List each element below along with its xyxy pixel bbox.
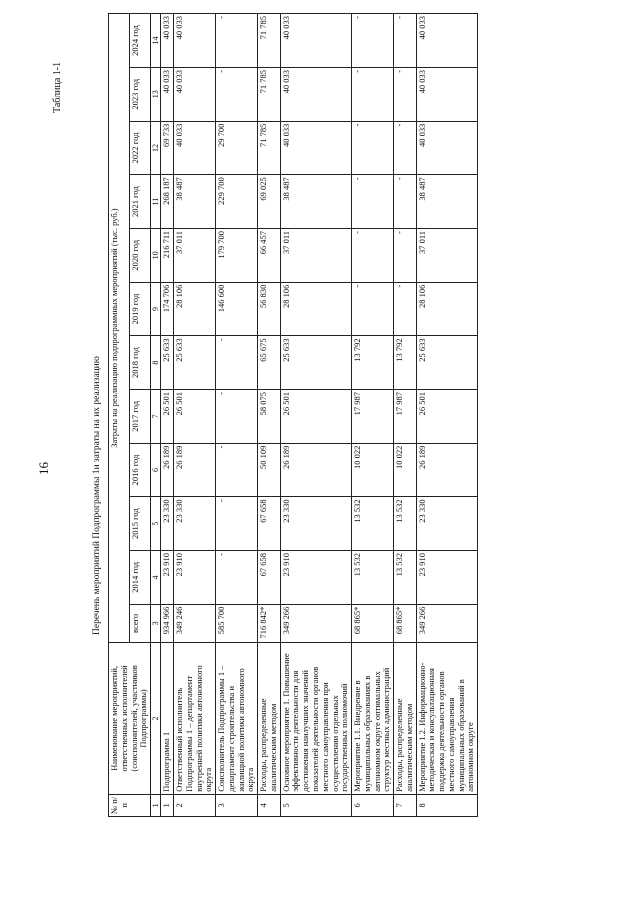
row-year-value: 25 633 (280, 336, 351, 390)
row-year-value: 56 830 (258, 282, 281, 336)
row-year-value: 26 501 (280, 389, 351, 443)
header-year: 2017 год (130, 389, 151, 443)
row-number: 5 (280, 794, 351, 816)
row-year-value: 13 532 (394, 497, 417, 551)
column-index-cell: 7 (151, 389, 161, 443)
row-year-value: 66 457 (258, 228, 281, 282)
row-year-value: 28 106 (174, 282, 216, 336)
row-year-value: - (352, 121, 394, 175)
column-index-cell: 13 (151, 67, 161, 121)
row-year-value: 26 501 (416, 389, 478, 443)
row-total: 934 966 (161, 604, 174, 642)
row-year-value: - (352, 67, 394, 121)
header-year: 2023 год (130, 67, 151, 121)
row-year-value: 40 033 (416, 121, 478, 175)
row-year-value: 37 011 (416, 228, 478, 282)
row-total: 716 842* (258, 604, 281, 642)
header-year: 2015 год (130, 497, 151, 551)
row-year-value: 67 658 (258, 497, 281, 551)
column-index-cell: 6 (151, 443, 161, 497)
header-name: Наименование мероприятий, ответственных исполнителей (соисполнителей, участников Подпрограммы) (109, 643, 151, 795)
row-year-value: - (216, 497, 258, 551)
row-year-value: - (352, 228, 394, 282)
row-total: 68 865* (394, 604, 417, 642)
header-year: 2022 год (130, 121, 151, 175)
row-year-value: 25 633 (416, 336, 478, 390)
row-year-value: 28 106 (416, 282, 478, 336)
row-year-value: 25 633 (174, 336, 216, 390)
row-year-value: 71 785 (258, 67, 281, 121)
row-year-value: 50 109 (258, 443, 281, 497)
column-index-cell: 12 (151, 121, 161, 175)
table-row (174, 14, 216, 817)
row-year-value: 40 033 (161, 67, 174, 121)
row-year-value: 40 033 (174, 67, 216, 121)
row-year-value: 37 011 (174, 228, 216, 282)
row-year-value: - (216, 67, 258, 121)
row-year-value: 26 189 (161, 443, 174, 497)
row-name: Расходы, распределенные аналитическим методом (394, 643, 417, 795)
column-index-cell: 10 (151, 228, 161, 282)
row-year-value: - (394, 228, 417, 282)
row-year-value: - (216, 443, 258, 497)
row-year-value: 40 033 (174, 121, 216, 175)
row-year-value: - (394, 121, 417, 175)
row-year-value: 26 501 (161, 389, 174, 443)
row-year-value: 40 033 (416, 67, 478, 121)
table-label: Таблица 1-1 (52, 61, 63, 113)
row-year-value: 40 033 (280, 14, 351, 68)
row-year-value: 29 700 (216, 121, 258, 175)
row-year-value: 13 792 (394, 336, 417, 390)
row-year-value: 146 600 (216, 282, 258, 336)
row-name: Подпрограмма 1 (161, 643, 174, 795)
row-year-value: - (394, 14, 417, 68)
row-year-value: - (216, 336, 258, 390)
column-index-cell: 9 (151, 282, 161, 336)
row-number: 4 (258, 794, 281, 816)
row-year-value: - (352, 14, 394, 68)
row-year-value: 17 987 (394, 389, 417, 443)
row-year-value: 26 501 (174, 389, 216, 443)
table-row (280, 14, 351, 817)
row-year-value: 23 330 (161, 497, 174, 551)
row-year-value: 23 910 (161, 551, 174, 605)
row-year-value: 23 910 (416, 551, 478, 605)
column-index-cell: 2 (151, 643, 161, 795)
row-year-value: 10 022 (352, 443, 394, 497)
row-year-value: 40 033 (280, 121, 351, 175)
row-name: Основное мероприятие 1. Повышение эффективности деятельности для достижения наилучших значений показателей деятельности органов местного самоуправления при осуществлении отдельных государственных полномочий (280, 643, 351, 795)
row-year-value: 17 987 (352, 389, 394, 443)
header-year: 2018 год (130, 336, 151, 390)
row-name: Соисполнитель Подпрограммы 1 – департамент строительства и жилищной политики автономного округа (216, 643, 258, 795)
row-year-value: 23 910 (280, 551, 351, 605)
row-year-value: 23 910 (174, 551, 216, 605)
row-year-value: - (352, 175, 394, 229)
row-total: 349 266 (416, 604, 478, 642)
row-year-value: - (394, 67, 417, 121)
column-index-cell: 11 (151, 175, 161, 229)
header-costs-group: Затраты на реализацию подпрограммных мероприятий (тыс. руб.) (109, 14, 130, 643)
row-year-value: 13 532 (352, 551, 394, 605)
row-number: 7 (394, 794, 417, 816)
row-number: 6 (352, 794, 394, 816)
row-year-value: 179 700 (216, 228, 258, 282)
row-year-value: 40 033 (280, 67, 351, 121)
row-year-value: 26 189 (416, 443, 478, 497)
row-year-value: 69 025 (258, 175, 281, 229)
row-year-value: - (216, 551, 258, 605)
column-index-cell: 8 (151, 336, 161, 390)
row-year-value: 26 189 (280, 443, 351, 497)
row-year-value: 38 487 (280, 175, 351, 229)
row-year-value: 37 011 (280, 228, 351, 282)
row-total: 68 865* (352, 604, 394, 642)
header-year: 2021 год (130, 175, 151, 229)
row-year-value: 229 700 (216, 175, 258, 229)
row-year-value: 25 633 (161, 336, 174, 390)
row-name: Мероприятие 1.1. Внедрение в муниципальных образованиях в автономном округе оптимальных структур местных администраций (352, 643, 394, 795)
row-year-value: 26 189 (174, 443, 216, 497)
table-row (216, 14, 258, 817)
row-year-value: 71 785 (258, 121, 281, 175)
row-year-value: 13 532 (352, 497, 394, 551)
row-year-value: 38 487 (174, 175, 216, 229)
row-year-value: 13 532 (394, 551, 417, 605)
row-year-value: 65 675 (258, 336, 281, 390)
row-year-value: 58 075 (258, 389, 281, 443)
header-num: № п/п (109, 794, 151, 816)
row-year-value: 71 785 (258, 14, 281, 68)
costs-table (108, 13, 478, 817)
column-index-cell: 3 (151, 604, 161, 642)
row-name: Ответственный исполнитель Подпрограммы 1 – департамент внутренней политики автономного округа (174, 643, 216, 795)
row-year-value: 23 330 (416, 497, 478, 551)
table-row (258, 14, 281, 817)
row-year-value: 40 033 (161, 14, 174, 68)
column-index-cell: 5 (151, 497, 161, 551)
table-row (161, 14, 174, 817)
row-number: 3 (216, 794, 258, 816)
row-number: 8 (416, 794, 478, 816)
row-year-value: 268 187 (161, 175, 174, 229)
row-number: 1 (161, 794, 174, 816)
row-total: 349 266 (280, 604, 351, 642)
header-year: 2020 год (130, 228, 151, 282)
row-year-value: 13 792 (352, 336, 394, 390)
document-title: Перечень мероприятий Подпрограммы 1и затраты на их реализацию (92, 356, 102, 635)
page-number: 16 (36, 462, 51, 475)
header-year: 2019 год (130, 282, 151, 336)
row-name: Мероприятие 1.2. Информационно-методическая и консультационная поддержка деятельности органов местного самоуправления муниципальных образований в автономном округе (416, 643, 478, 795)
header-total: всего (130, 604, 151, 642)
row-total: 585 700 (216, 604, 258, 642)
row-year-value: - (216, 14, 258, 68)
header-year: 2016 год (130, 443, 151, 497)
row-year-value: 28 106 (280, 282, 351, 336)
row-year-value: 23 330 (280, 497, 351, 551)
costs-table-container (108, 13, 568, 817)
row-year-value: 10 022 (394, 443, 417, 497)
row-name: Расходы, распределенные аналитическим методом (258, 643, 281, 795)
row-year-value: - (352, 282, 394, 336)
row-total: 349 246 (174, 604, 216, 642)
row-year-value: 67 658 (258, 551, 281, 605)
row-year-value: - (394, 282, 417, 336)
table-row (394, 14, 417, 817)
column-index-cell: 4 (151, 551, 161, 605)
column-index-cell: 14 (151, 14, 161, 68)
row-year-value: 174 706 (161, 282, 174, 336)
row-year-value: - (216, 389, 258, 443)
header-year: 2014 год (130, 551, 151, 605)
row-number: 2 (174, 794, 216, 816)
row-year-value: 38 487 (416, 175, 478, 229)
row-year-value: 40 033 (416, 14, 478, 68)
row-year-value: 40 033 (174, 14, 216, 68)
row-year-value: 69 733 (161, 121, 174, 175)
table-row (416, 14, 478, 817)
row-year-value: 216 711 (161, 228, 174, 282)
row-year-value: 23 330 (174, 497, 216, 551)
row-year-value: - (394, 175, 417, 229)
column-index-cell: 1 (151, 794, 161, 816)
header-year: 2024 год (130, 14, 151, 68)
table-row (352, 14, 394, 817)
